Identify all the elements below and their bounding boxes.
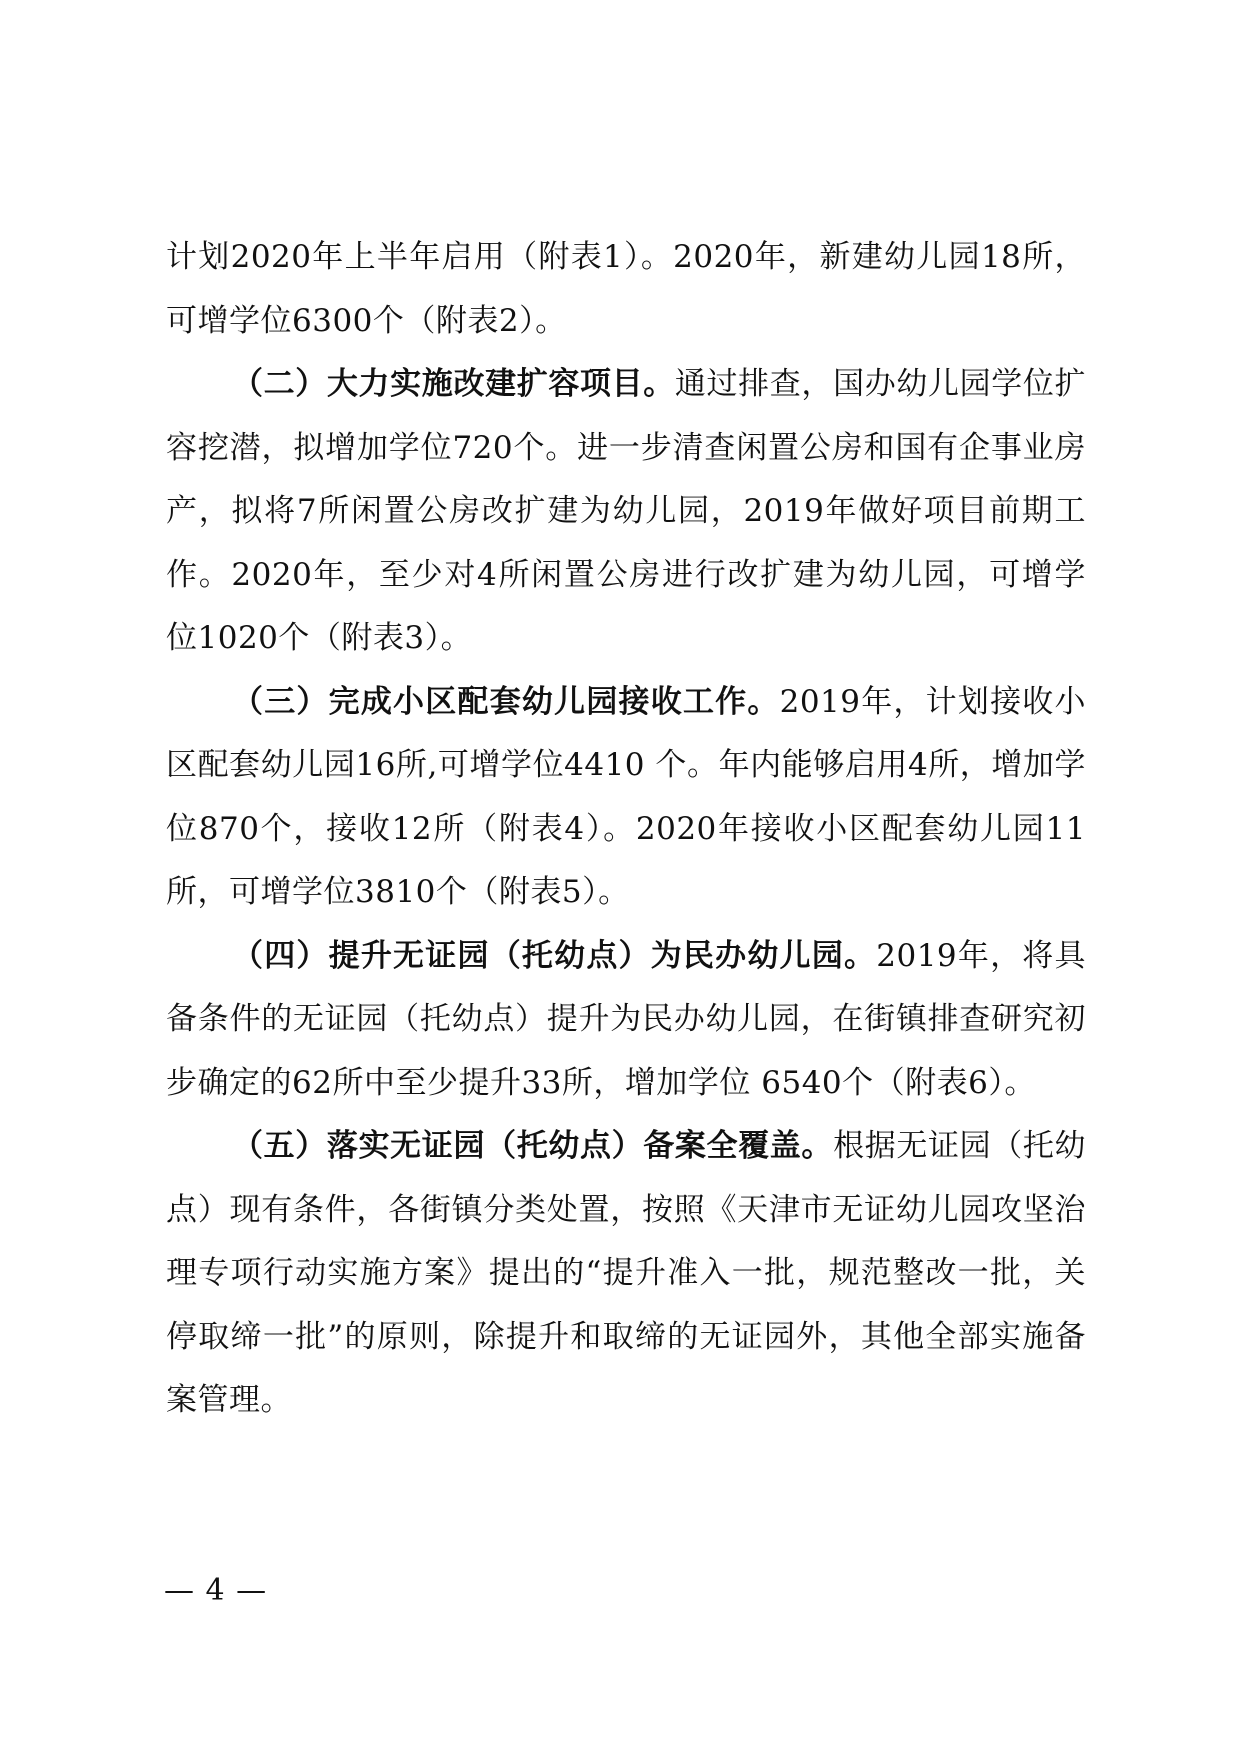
paragraph-section-2 <box>166 353 1086 671</box>
paragraph-section-5 <box>166 1115 1086 1433</box>
paragraph-text: 通过排查，国办幼儿园学位扩容挖潜，拟增加学位720个。进一步清查闲置公房和国有企事业房产，拟将7所闲置公房改扩建为幼儿园，2019年做好项目前期工作。2020年，至少对4所闲置公房进行改扩建为幼儿园，可增学位1020个（附表3）。 <box>166 366 1087 656</box>
paragraph-text: 根据无证园（托幼点）现有条件，各街镇分类处置，按照《天津市无证幼儿园攻坚治理专项行动实施方案》提出的“提升准入一批，规范整改一批，关停取缔一批”的原则，除提升和取缔的无证园外，其他全部实施备案管理。 <box>166 1128 1087 1418</box>
section-heading: （三）完成小区配套幼儿园接收工作。 <box>232 683 780 720</box>
section-heading: （四）提升无证园（托幼点）为民办幼儿园。 <box>232 937 877 974</box>
paragraph-section-4 <box>166 925 1086 1116</box>
paragraph-section-3 <box>166 671 1086 925</box>
section-heading: （二）大力实施改建扩容项目。 <box>232 366 675 402</box>
paragraph-continuation <box>166 226 1086 353</box>
paragraph-text: 计划2020年上半年启用（附表1）。2020年，新建幼儿园18所，可增学位6300个（附表2）。 <box>166 239 1086 339</box>
document-body <box>166 226 1086 1433</box>
page-number: — 4 — <box>164 1573 268 1608</box>
paragraph-text: 2019年，计划接收小区配套幼儿园16所,可增学位4410 个。年内能够启用4所，增加学位870个，接收12所（附表4）。2020年接收小区配套幼儿园11所，可增学位3810个（附表5）。 <box>166 683 1086 910</box>
paragraph-text: 2019年，将具备条件的无证园（托幼点）提升为民办幼儿园，在街镇排查研究初步确定的62所中至少提升33所，增加学位 6540个（附表6）。 <box>166 937 1086 1101</box>
section-heading: （五）落实无证园（托幼点）备案全覆盖。 <box>232 1128 834 1164</box>
